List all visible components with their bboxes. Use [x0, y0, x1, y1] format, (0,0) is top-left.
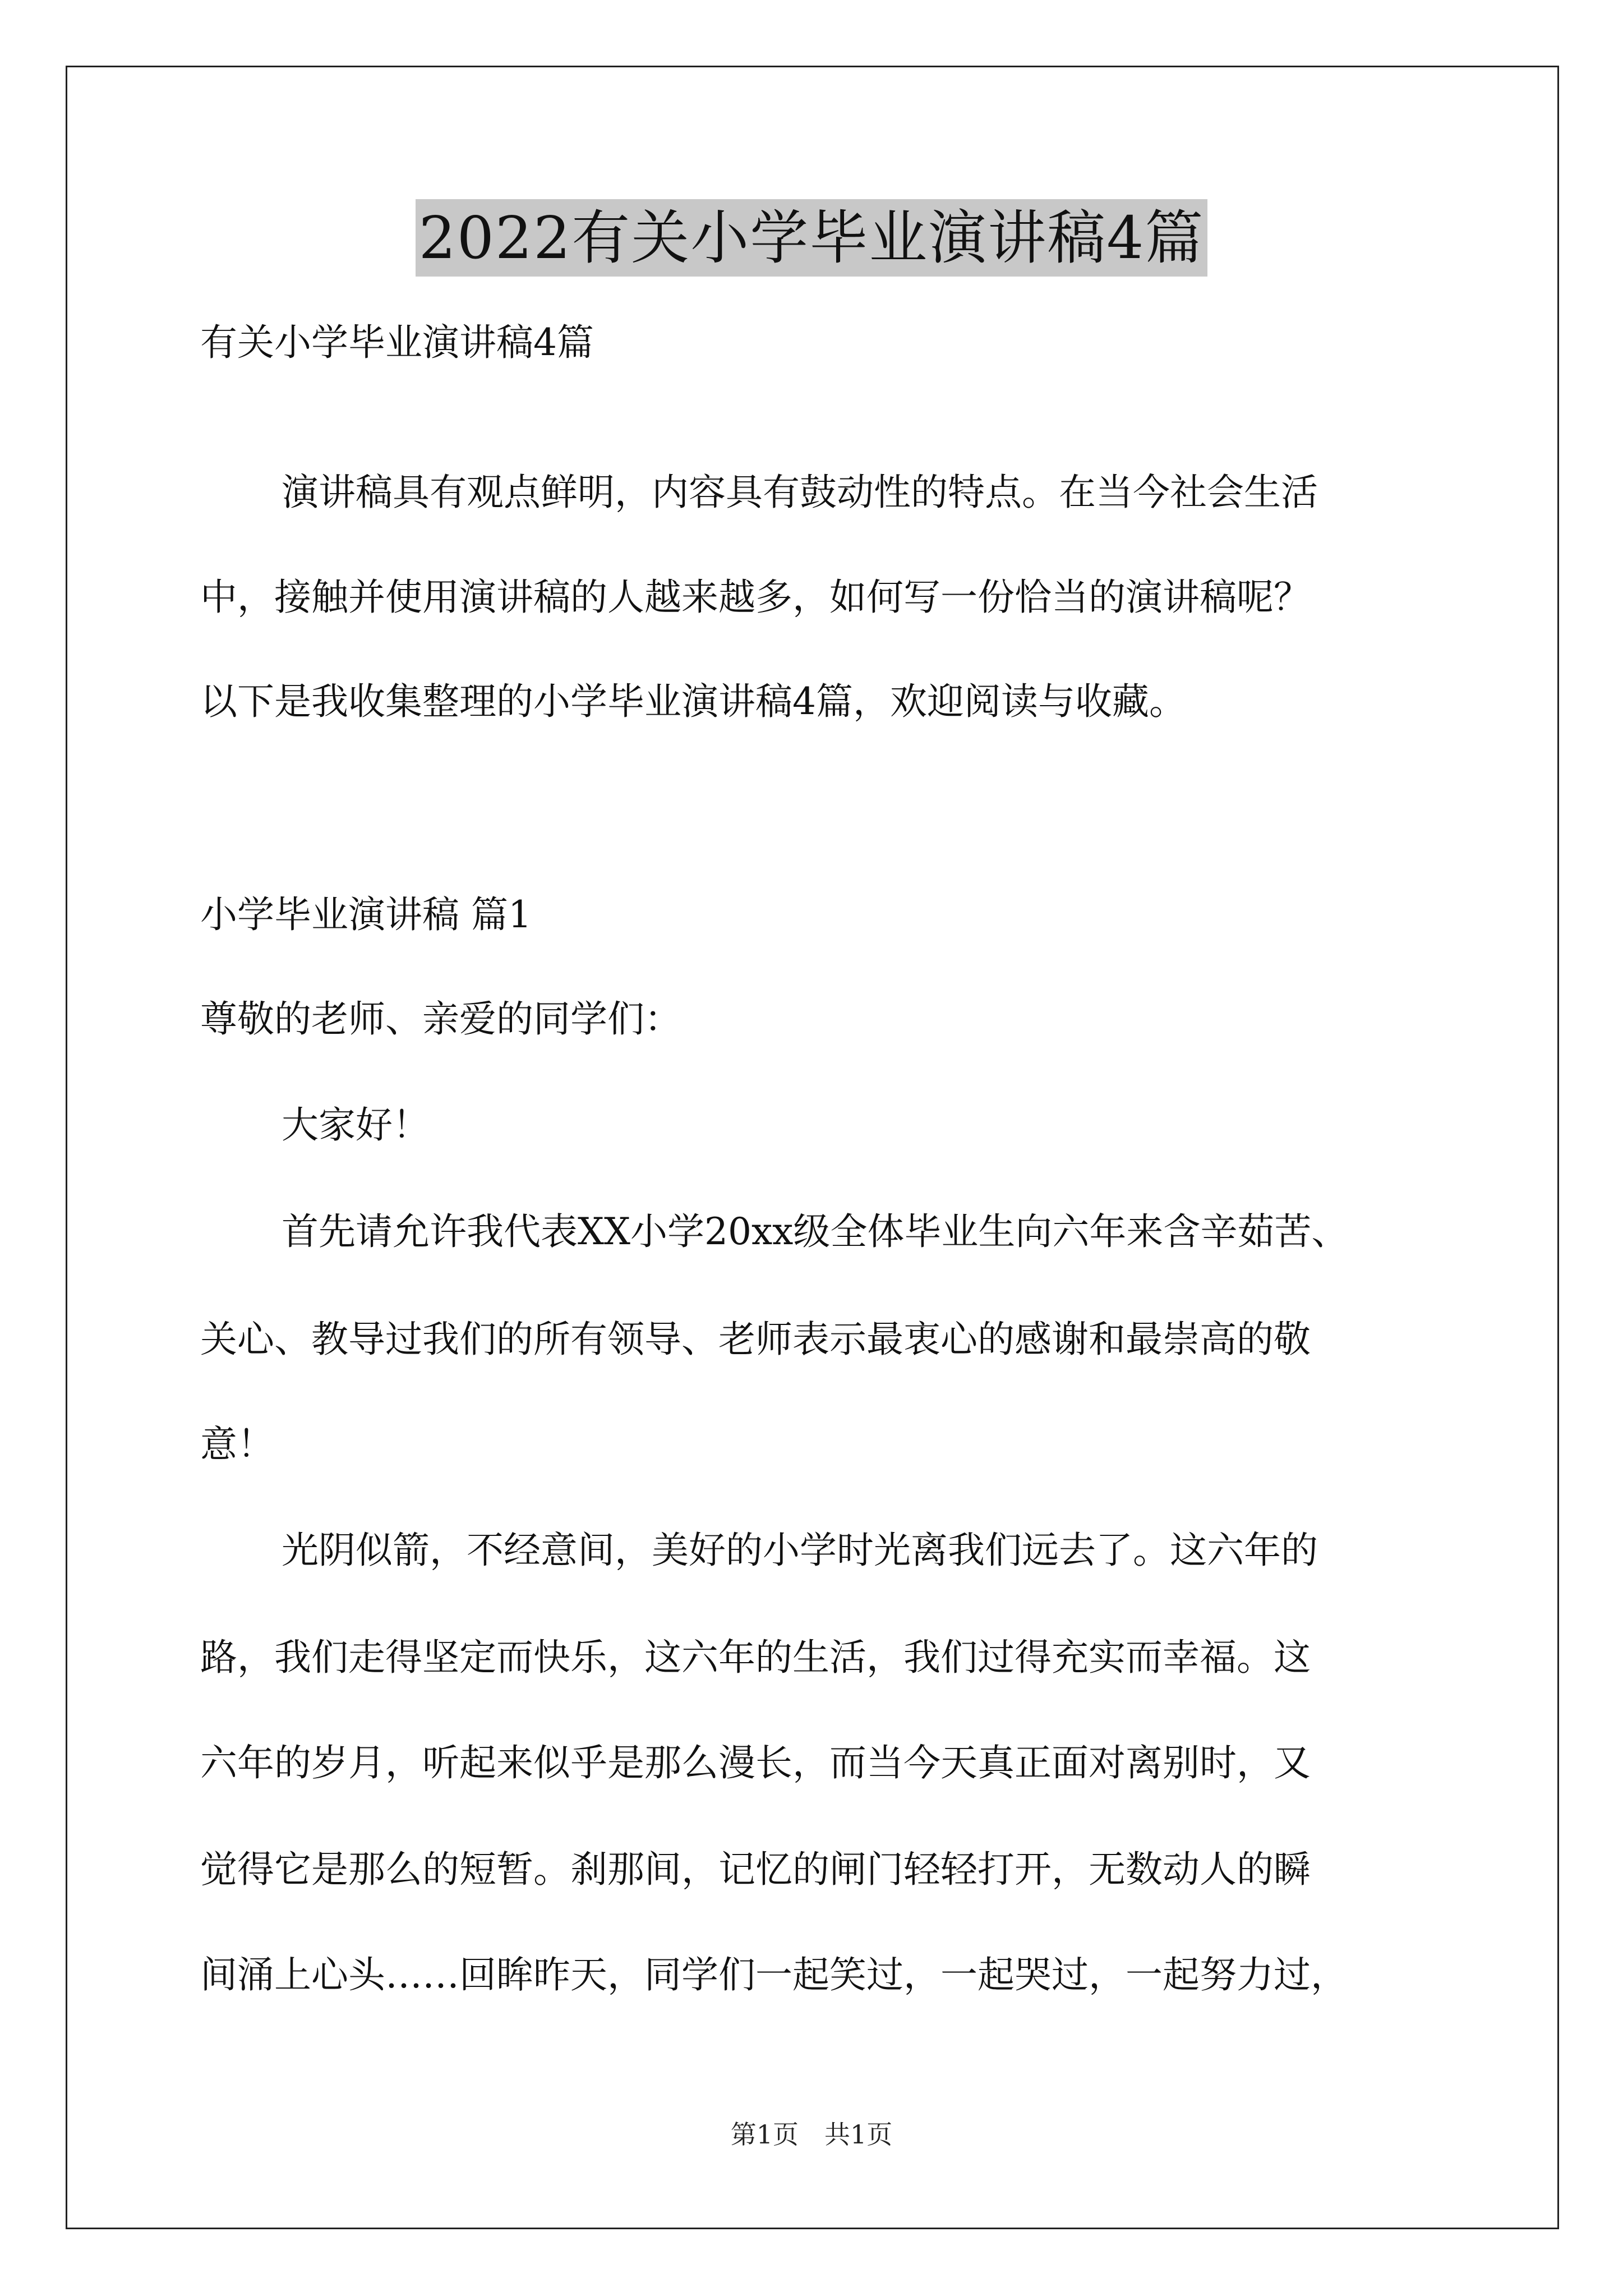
paragraph-line: 关心、教导过我们的所有领导、老师表示最衷心的感谢和最崇高的敬	[200, 1318, 1311, 1361]
paragraph-line: 光阴似箭，不经意间，美好的小学时光离我们远去了。这六年的	[282, 1529, 1318, 1572]
document-title-text: 2022有关小学毕业演讲稿4篇	[416, 199, 1208, 277]
page-number: 第1页 共1页	[730, 2119, 893, 2150]
paragraph-line: 觉得它是那么的短暂。刹那间，记忆的闸门轻轻打开，无数动人的瞬	[200, 1848, 1311, 1891]
salutation: 尊敬的老师、亲爱的同学们：	[200, 997, 681, 1041]
paragraph-line: 六年的岁月，听起来似乎是那么漫长，而当今天真正面对离别时，又	[200, 1741, 1311, 1784]
section-heading: 小学毕业演讲稿 篇1	[200, 893, 532, 936]
document-subtitle: 有关小学毕业演讲稿4篇	[200, 321, 594, 364]
page-border	[66, 66, 1559, 2229]
document-title	[0, 199, 1623, 277]
intro-line: 演讲稿具有观点鲜明，内容具有鼓动性的特点。在当今社会生活	[282, 471, 1318, 514]
paragraph-line: 首先请允许我代表XX小学20xx级全体毕业生向六年来含辛茹苦、	[282, 1210, 1349, 1253]
greeting: 大家好！	[282, 1103, 430, 1147]
paragraph-line: 路，我们走得坚定而快乐，这六年的生活，我们过得充实而幸福。这	[200, 1636, 1311, 1679]
intro-line: 中，接触并使用演讲稿的人越来越多，如何写一份恰当的演讲稿呢？	[200, 576, 1311, 619]
intro-line: 以下是我收集整理的小学毕业演讲稿4篇，欢迎阅读与收藏。	[200, 680, 1186, 723]
paragraph-line: 意！	[200, 1423, 274, 1466]
paragraph-line: 间涌上心头……回眸昨天，同学们一起笑过，一起哭过，一起努力过，	[200, 1953, 1348, 1996]
